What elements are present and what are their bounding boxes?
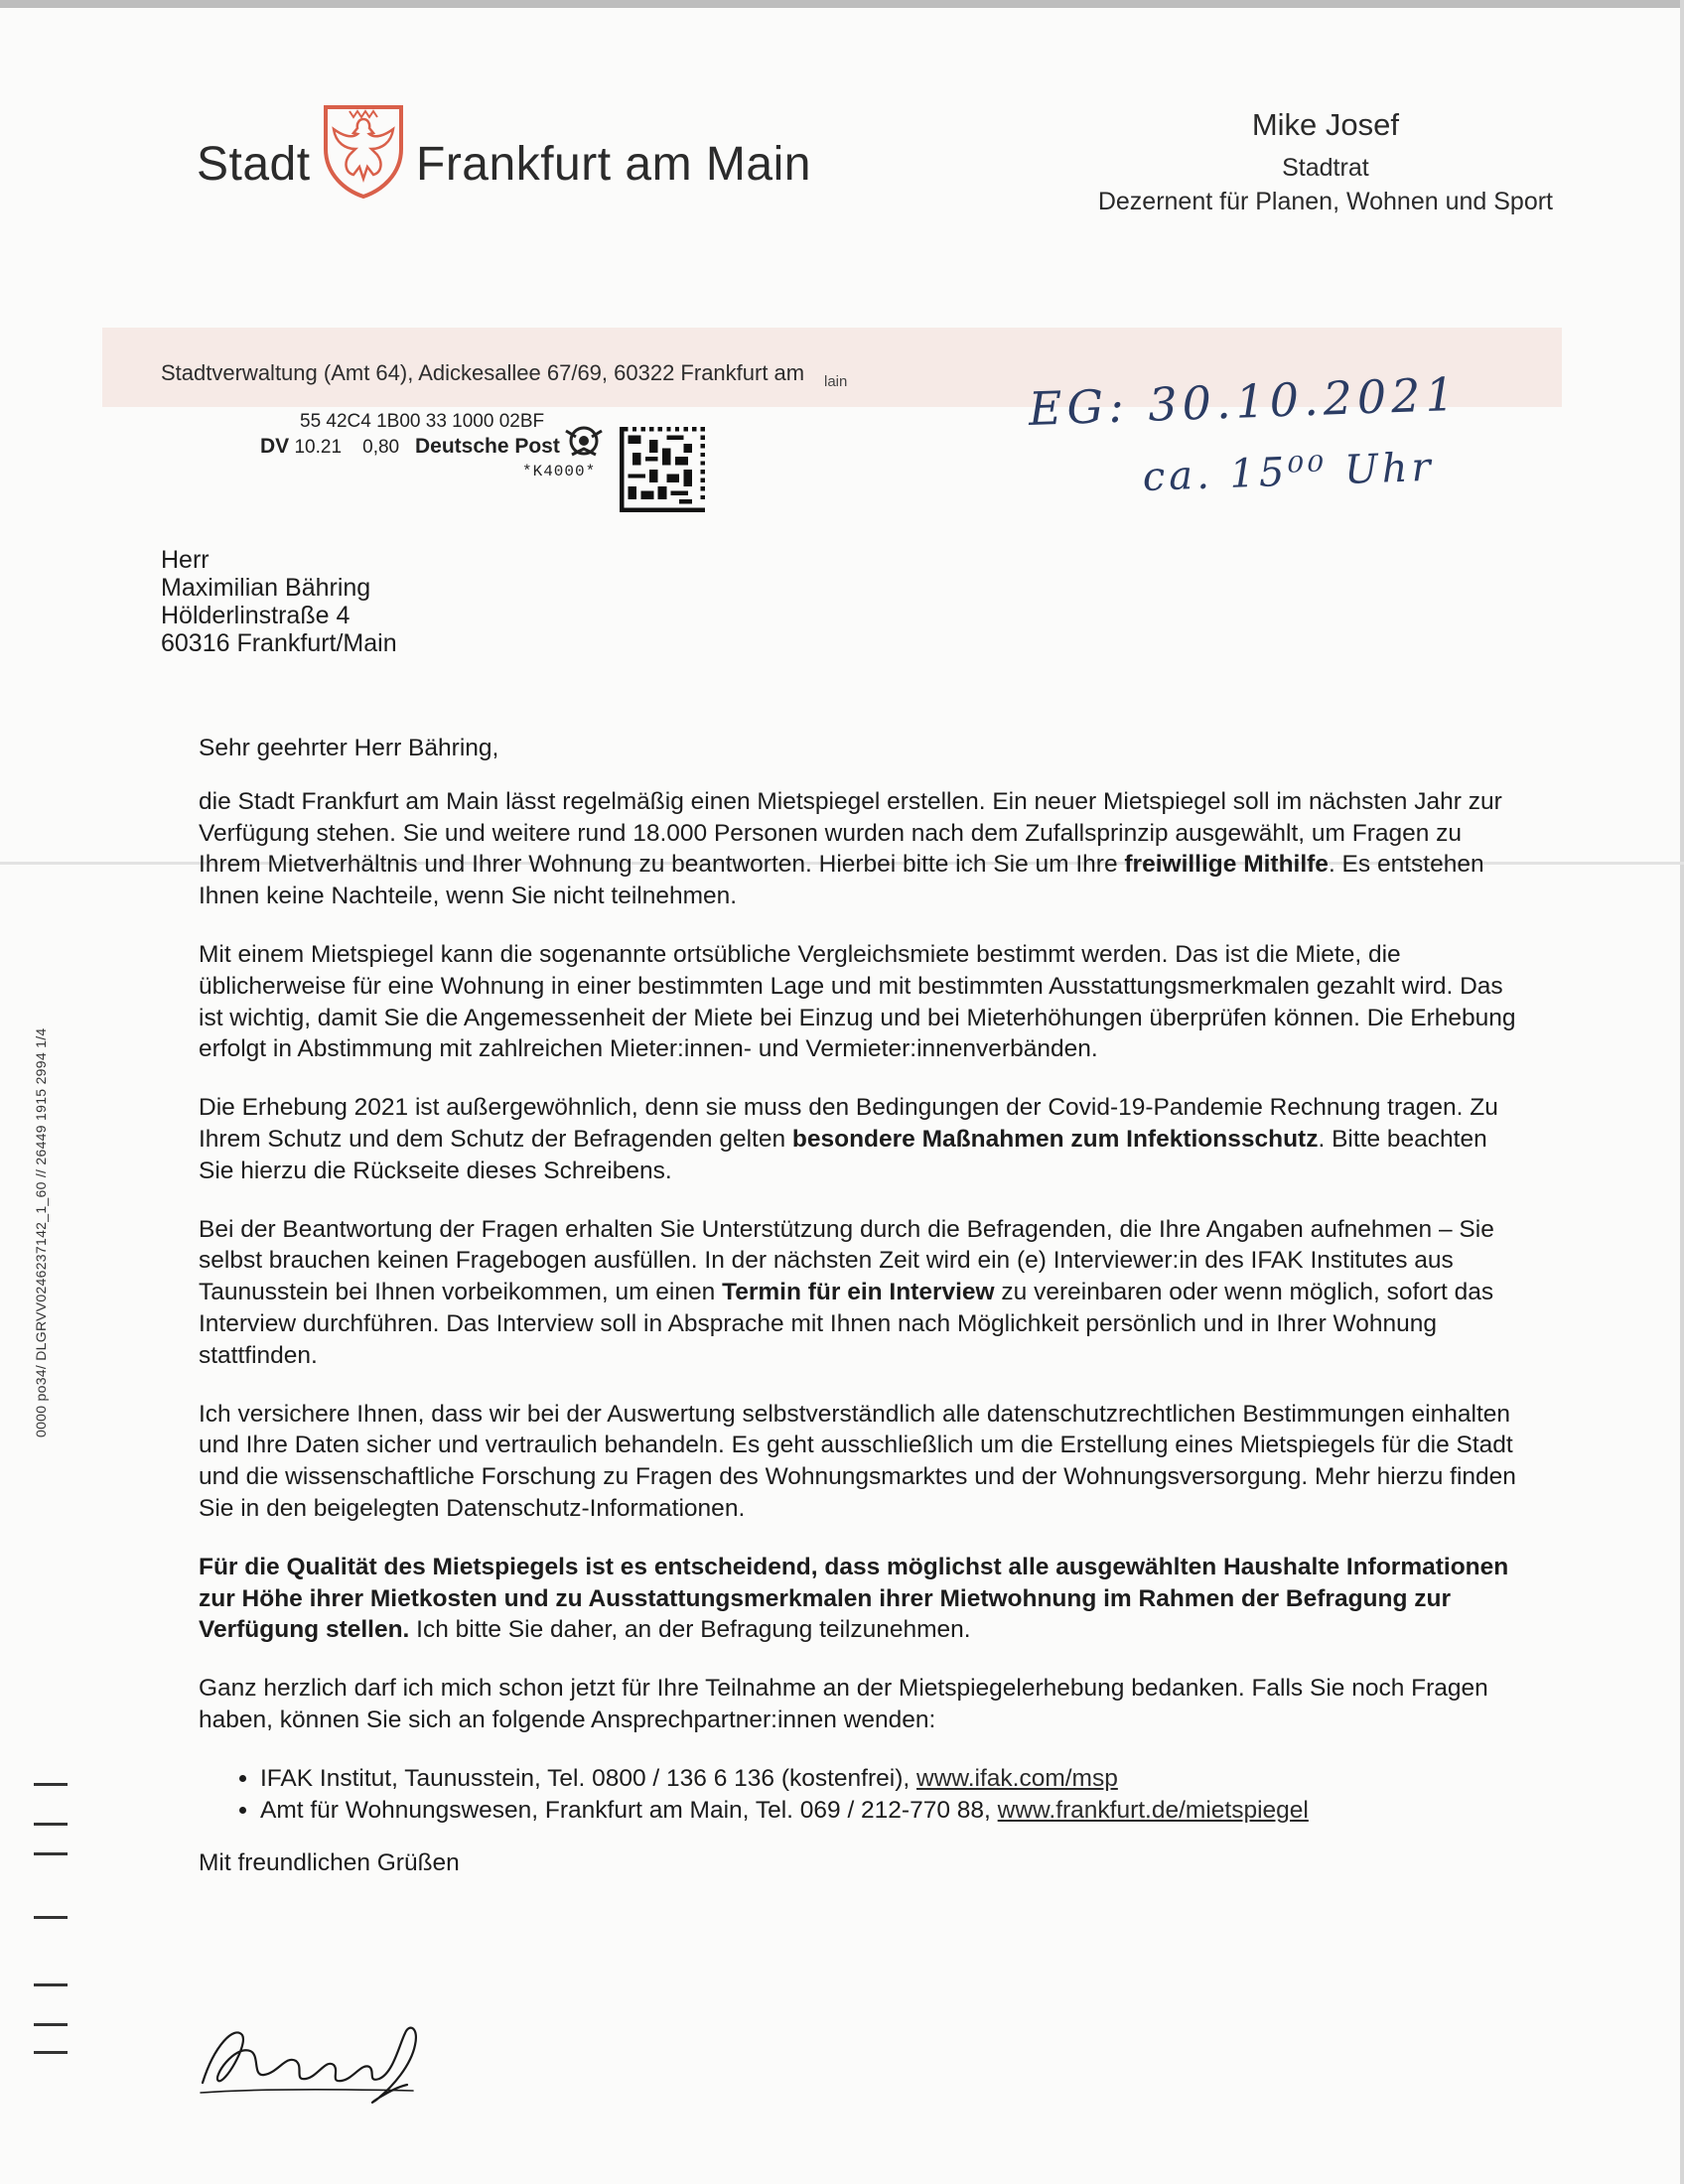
postage-code: 55 42C4 1B00 33 1000 02BF bbox=[300, 411, 545, 432]
sender-department: Dezernent für Planen, Wohnen und Sport bbox=[1097, 188, 1553, 215]
handwritten-signature bbox=[195, 2005, 453, 2115]
postage-dv: DV bbox=[260, 435, 290, 458]
return-address: Stadtverwaltung (Amt 64), Adickesallee 67/69, 60322 Frankfurt am bbox=[161, 360, 805, 385]
sender-name: Mike Josef bbox=[1251, 107, 1399, 142]
paragraph-1: die Stadt Frankfurt am Main lässt regelmäßig einen Mietspiegel erstellen. Ein neuer Mietspiegel soll im nächsten Jahr zur Verfügung stehen. Sie und weitere rund 18.000 Personen wurden nach dem Zufallsprinzip ausgewählt, um Fragen zu Ihrem Mietverhältnis und Ihrer Wohnung zu beantworten. Hierbei bitte ich Sie um Ihre freiwillige Mithilfe. Es entstehen Ihnen keine Nachteile, wenn Sie nicht teilnehmen. bbox=[199, 787, 1502, 910]
paragraph-5: Ich versichere Ihnen, dass wir bei der Auswertung selbstverständlich alle datenschutzrechtlichen Bestimmungen einhalten und Ihre Daten sicher und vertraulich behandeln. Es geht ausschließlich um die Erstellung eines Mietspiegels für die Stadt und die wissenschaftliche Forschung zu Fragen des Wohnungsmarktes und der Wohnungsversorgung. Mehr hierzu finden Sie in den beigelegten Datenschutz-Informationen. bbox=[199, 1400, 1516, 1522]
handwritten-date: EG: 30.10.2021 bbox=[1028, 366, 1461, 436]
post-horn-icon bbox=[562, 425, 606, 459]
margin-tick bbox=[34, 2023, 68, 2026]
scan-right-edge bbox=[1680, 0, 1684, 2184]
margin-tick bbox=[34, 1983, 68, 1986]
postage-date: 10.21 bbox=[294, 437, 343, 458]
city-logo-right: Frankfurt am Main bbox=[416, 138, 811, 191]
margin-tick bbox=[34, 2051, 68, 2054]
paragraph-7: Ganz herzlich darf ich mich schon jetzt für Ihre Teilnahme an der Mietspiegelerhebung bedanken. Falls Sie noch Fragen haben, können Sie sich an folgende Ansprechpartner:innen wenden: bbox=[199, 1675, 1488, 1733]
list-item: • Amt für Wohnungswesen, Frankfurt am Main, Tel. 069 / 212-770 88, www.frankfurt.de/mietspiegel bbox=[260, 1795, 1519, 1827]
sender-block bbox=[1098, 107, 1553, 218]
scan-top-edge bbox=[0, 0, 1684, 8]
recipient-salutation: Herr bbox=[161, 546, 210, 574]
letter-greeting: Sehr geehrter Herr Bähring, bbox=[199, 735, 499, 761]
paragraph-4: Bei der Beantwortung der Fragen erhalten Sie Unterstützung durch die Befragenden, die Ihre Angaben aufnehmen – Sie selbst brauchen keinen Fragebogen ausfüllen. In der nächsten Zeit wird ein (e) Interviewer:in des IFAK Institutes aus Taunusstein bei Ihnen vorbeikommen, um einen Termin für ein Interview zu vereinbaren oder wenn möglich, sofort das Interview durchführen. Das Interview soll in Absprache mit Ihnen nach Möglichkeit persönlich und in Ihrer Wohnung stattfinden. bbox=[199, 1215, 1494, 1369]
margin-tick bbox=[34, 1783, 68, 1786]
return-address-tail: lain bbox=[824, 373, 848, 390]
frankfurt-eagle-crest-icon bbox=[320, 103, 407, 199]
recipient-street: Hölderlinstraße 4 bbox=[161, 602, 351, 629]
ifak-link[interactable]: www.ifak.com/msp bbox=[916, 1764, 1118, 1792]
margin-tick bbox=[34, 1823, 68, 1826]
frankfurt-mietspiegel-link[interactable]: www.frankfurt.de/mietspiegel bbox=[997, 1796, 1309, 1824]
margin-tracking-code: 0000 po34/ DLGRVV0246237142_1_60 // 26449 1915 2994 1/4 bbox=[33, 1027, 49, 1437]
postage-amount: 0,80 bbox=[362, 437, 400, 458]
letter-body bbox=[199, 733, 1519, 1906]
postage-stamp bbox=[260, 409, 596, 484]
paragraph-6: Für die Qualität des Mietspiegels ist es entscheidend, dass möglichst alle ausgewählten Haushalte Informationen zur Höhe ihrer Mietkosten und zu Ausstattungsmerkmalen ihrer Mietwohnung im Rahmen der Befragung zur Verfügung stellen. Ich bitte Sie daher, an der Befragung teilzunehmen. bbox=[199, 1553, 1509, 1644]
letter-closing: Mit freundlichen Grüßen bbox=[199, 1849, 460, 1877]
postage-line bbox=[260, 434, 596, 460]
sender-title: Stadtrat bbox=[1282, 154, 1369, 182]
datamatrix-code-icon bbox=[620, 427, 705, 512]
postage-id: *K4000* bbox=[522, 463, 597, 480]
margin-tick bbox=[34, 1916, 68, 1919]
margin-tick bbox=[34, 1852, 68, 1855]
handwritten-time: ca. 15⁰⁰ Uhr bbox=[1142, 444, 1436, 500]
recipient-city: 60316 Frankfurt/Main bbox=[161, 629, 397, 657]
contact-list bbox=[199, 1763, 1519, 1827]
recipient-address bbox=[161, 546, 397, 657]
paragraph-2: Mit einem Mietspiegel kann die sogenannte ortsübliche Vergleichsmiete bestimmt werden. Das ist die Miete, die üblicherweise für eine Wohnung in einer bestimmten Lage und mit bestimmten Ausstattungsmerkmalen gezahlt wird. Das ist wichtig, damit Sie die Angemessenheit der Miete bei Einzug und bei Mieterhöhungen überprüfen können. Die Erhebung erfolgt in Abstimmung mit zahlreichen Mieter:innen- und Vermieter:innenverbänden. bbox=[199, 940, 1516, 1063]
list-item: • IFAK Institut, Taunusstein, Tel. 0800 / 136 6 136 (kostenfrei), www.ifak.com/msp bbox=[260, 1763, 1519, 1795]
paragraph-3: Die Erhebung 2021 ist außergewöhnlich, denn sie muss den Bedingungen der Covid-19-Pandemie Rechnung tragen. Zu Ihrem Schutz und dem Schutz der Befragenden gelten besondere Maßnahmen zum Infektionsschutz. Bitte beachten Sie hierzu die Rückseite dieses Schreibens. bbox=[199, 1094, 1498, 1184]
city-logo-left: Stadt bbox=[197, 138, 311, 191]
postage-carrier: Deutsche Post bbox=[414, 435, 560, 458]
recipient-name: Maximilian Bähring bbox=[161, 574, 371, 602]
